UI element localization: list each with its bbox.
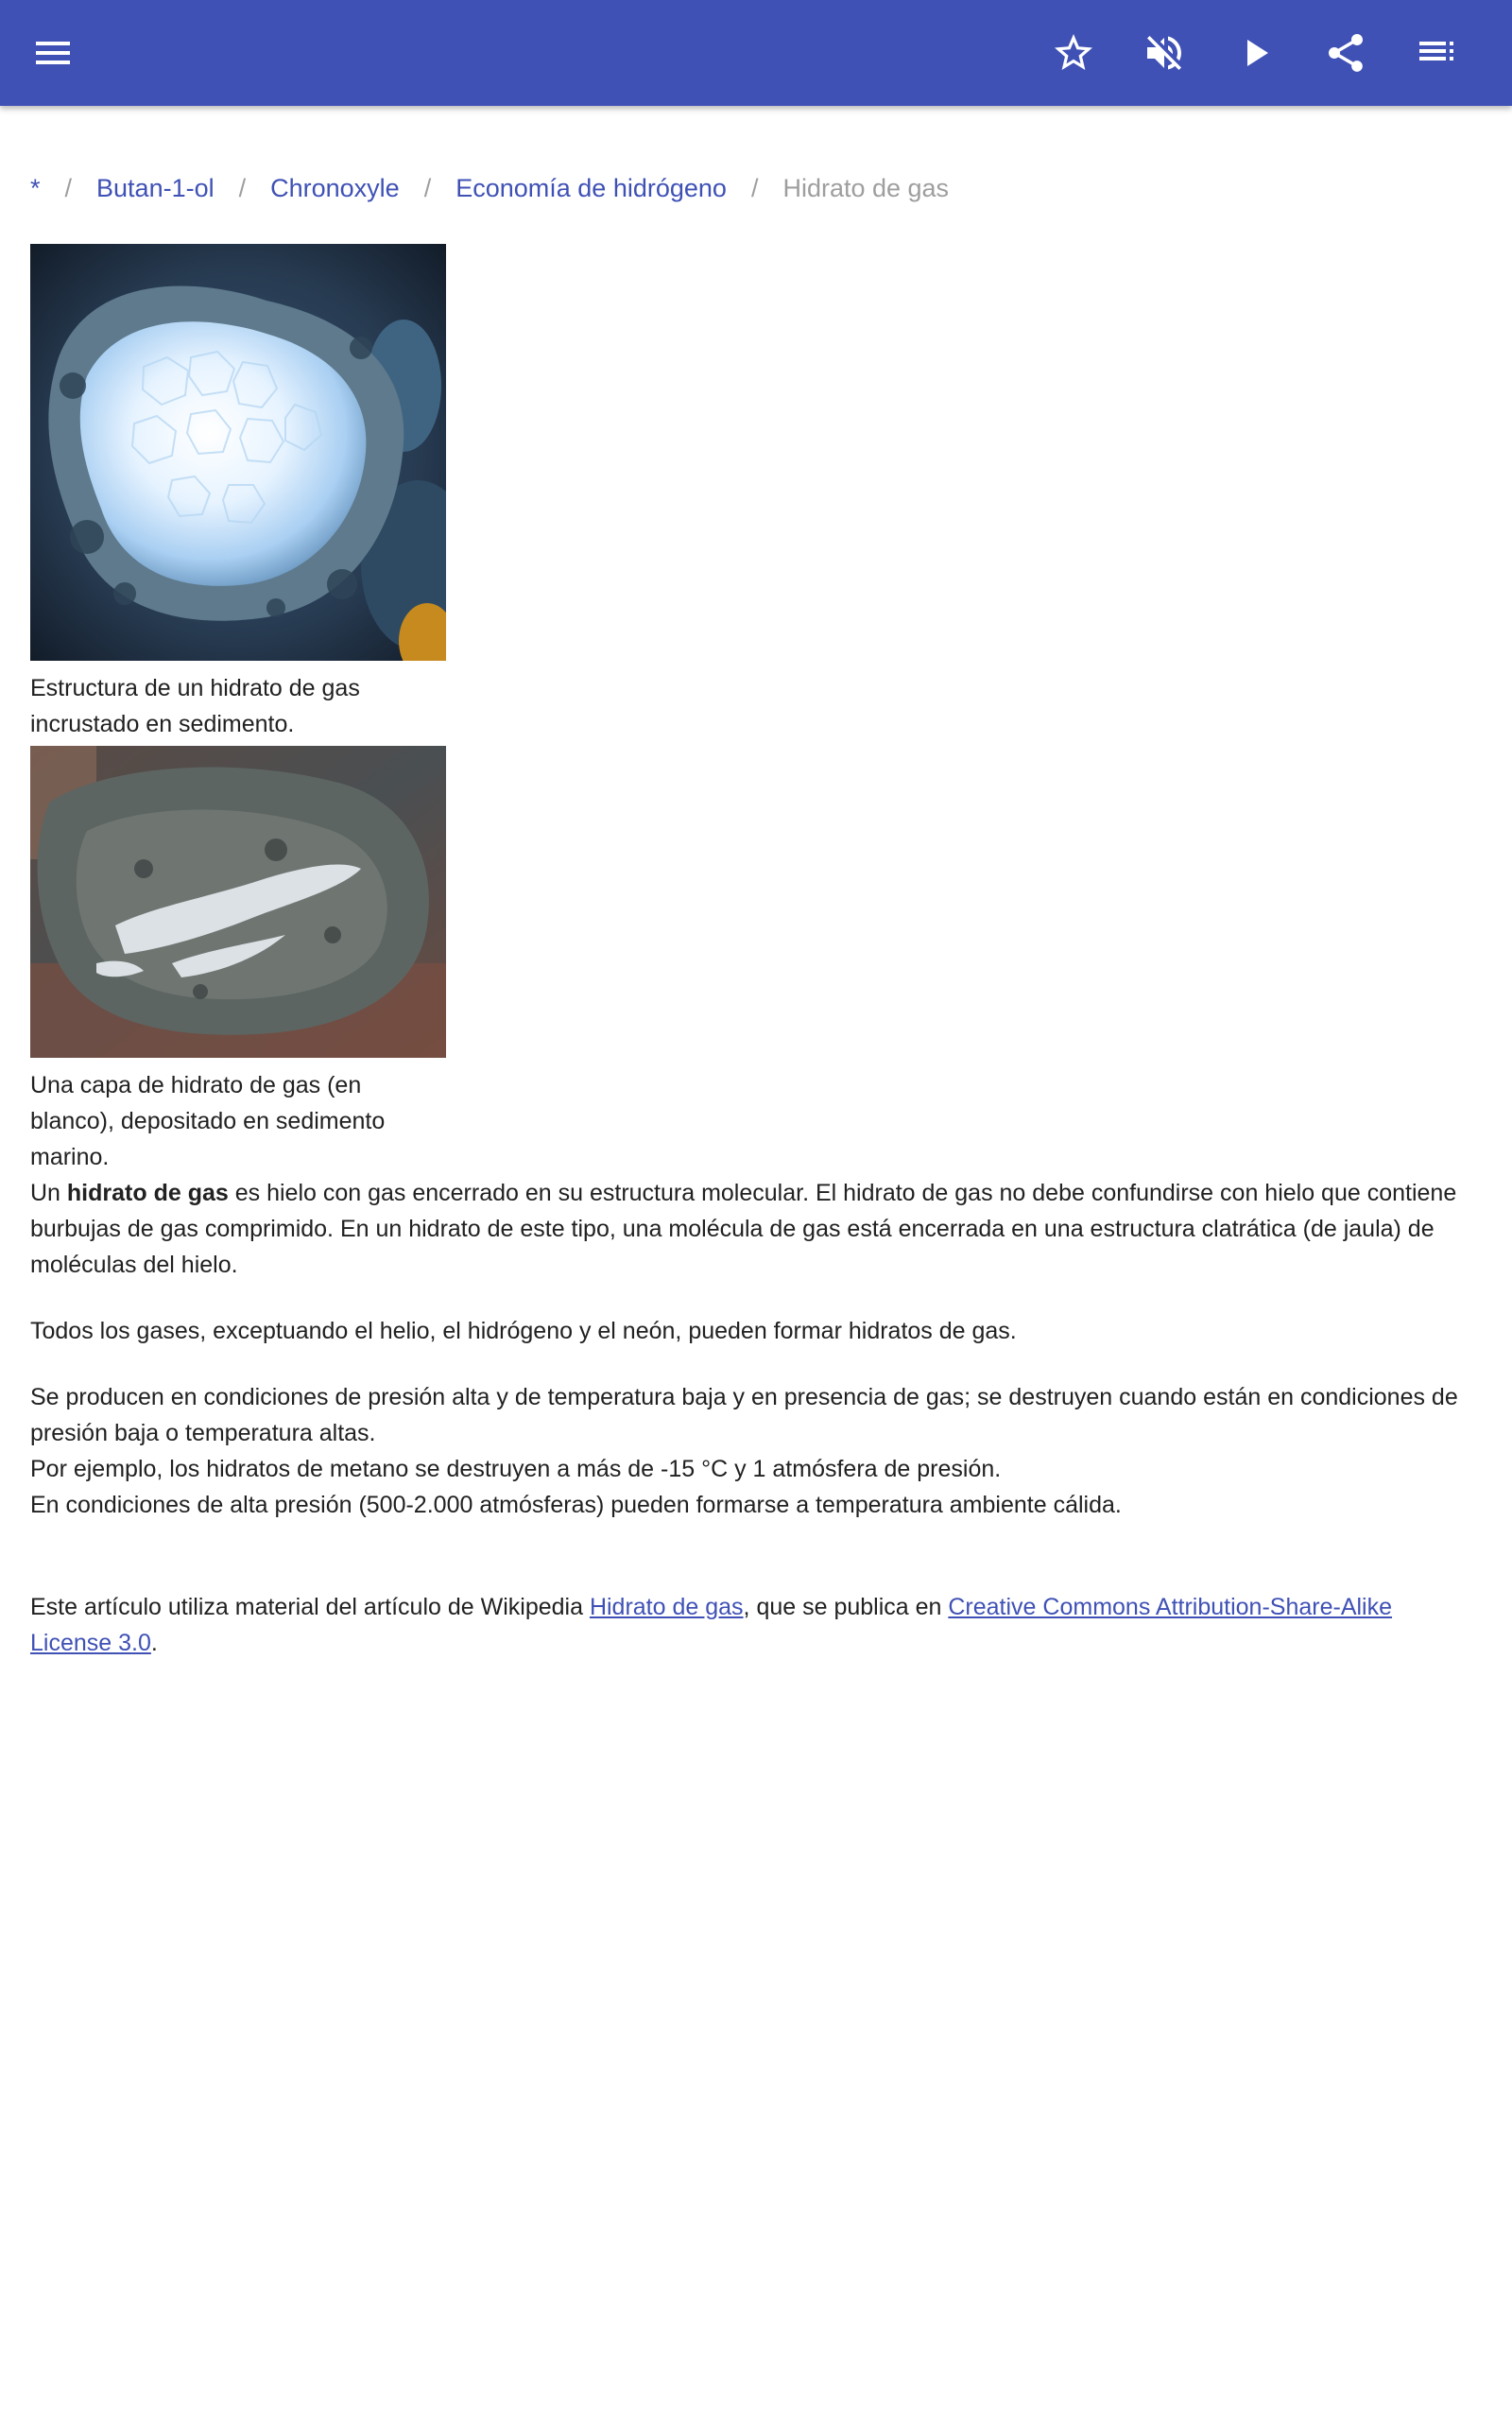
gas-hydrate-sediment-photo[interactable] — [30, 746, 446, 1058]
breadcrumb-item-chronoxyle[interactable]: Chronoxyle — [270, 173, 400, 202]
volume-off-icon — [1142, 30, 1187, 76]
intro-text: es hielo con gas encerrado en su estructura molecular. El hidrato de gas no debe confundirse con hielo que contiene burbujas de gas comprimido. En un hidrato de este tipo, una molécula de gas está encerrada en una estructura clatrática (de jaula) de moléculas del hielo. — [30, 1180, 1457, 1278]
breadcrumb-item-butan[interactable]: Butan-1-ol — [96, 173, 215, 202]
play-button[interactable] — [1221, 19, 1289, 87]
star-outline-icon — [1051, 30, 1096, 76]
conditions-paragraph: Se producen en condiciones de presión alta y de temperatura baja y en presencia de gas; se destruyen cuando están en condiciones de presión baja o temperatura altas. — [30, 1384, 1458, 1446]
menu-icon — [30, 30, 76, 76]
bookmark-button[interactable] — [1040, 19, 1108, 87]
mute-button[interactable] — [1130, 19, 1198, 87]
intro-paragraph — [30, 1175, 1476, 1283]
breadcrumb-current: Hidrato de gas — [782, 173, 950, 202]
high-pressure-line: En condiciones de alta presión (500-2.000 atmósferas) pueden formarse a temperatura ambiente cálida. — [30, 1492, 1122, 1518]
breadcrumb-separator: / — [64, 173, 73, 202]
figure-caption: Una capa de hidrato de gas (en blanco), depositado en sedimento marino. — [30, 1072, 386, 1170]
figure-caption: Estructura de un hidrato de gas incrustado en sedimento. — [30, 675, 360, 737]
intro-prefix: Un — [30, 1180, 67, 1206]
app-bar — [0, 0, 1512, 106]
attribution-suffix: . — [150, 1630, 158, 1656]
gas-hydrate-photo[interactable] — [30, 244, 446, 661]
breadcrumb — [30, 166, 949, 210]
share-icon — [1323, 30, 1368, 76]
menu-button[interactable] — [19, 19, 87, 87]
breadcrumb-separator: / — [238, 173, 247, 202]
wikipedia-article-link[interactable]: Hidrato de gas — [589, 1594, 744, 1620]
attribution — [30, 1589, 1476, 1661]
example-line: Por ejemplo, los hidratos de metano se destruyen a más de -15 °C y 1 atmósfera de presión. — [30, 1456, 1002, 1482]
breadcrumb-item-root[interactable]: * — [30, 173, 41, 202]
figure-gas-hydrate-structure — [30, 244, 446, 742]
license-link[interactable]: Creative Commons Attribution-Share-Alike License 3.0 — [30, 1594, 1393, 1656]
breadcrumb-separator: / — [750, 173, 759, 202]
play-icon — [1232, 30, 1278, 76]
attribution-middle: , que se publica en — [743, 1594, 949, 1620]
attribution-prefix: Este artículo utiliza material del artículo de Wikipedia — [30, 1594, 590, 1620]
breadcrumb-separator: / — [423, 173, 432, 202]
contents-button[interactable] — [1402, 19, 1470, 87]
article-content — [30, 244, 1476, 1685]
gases-paragraph: Todos los gases, exceptuando el helio, el hidrógeno y el neón, pueden formar hidratos de gas. — [30, 1318, 1017, 1344]
term-bold: hidrato de gas — [66, 1180, 229, 1206]
share-button[interactable] — [1312, 19, 1380, 87]
figure-gas-hydrate-layer — [30, 746, 446, 1175]
breadcrumb-item-economia[interactable]: Economía de hidrógeno — [455, 173, 727, 202]
playlist-icon — [1414, 30, 1459, 76]
